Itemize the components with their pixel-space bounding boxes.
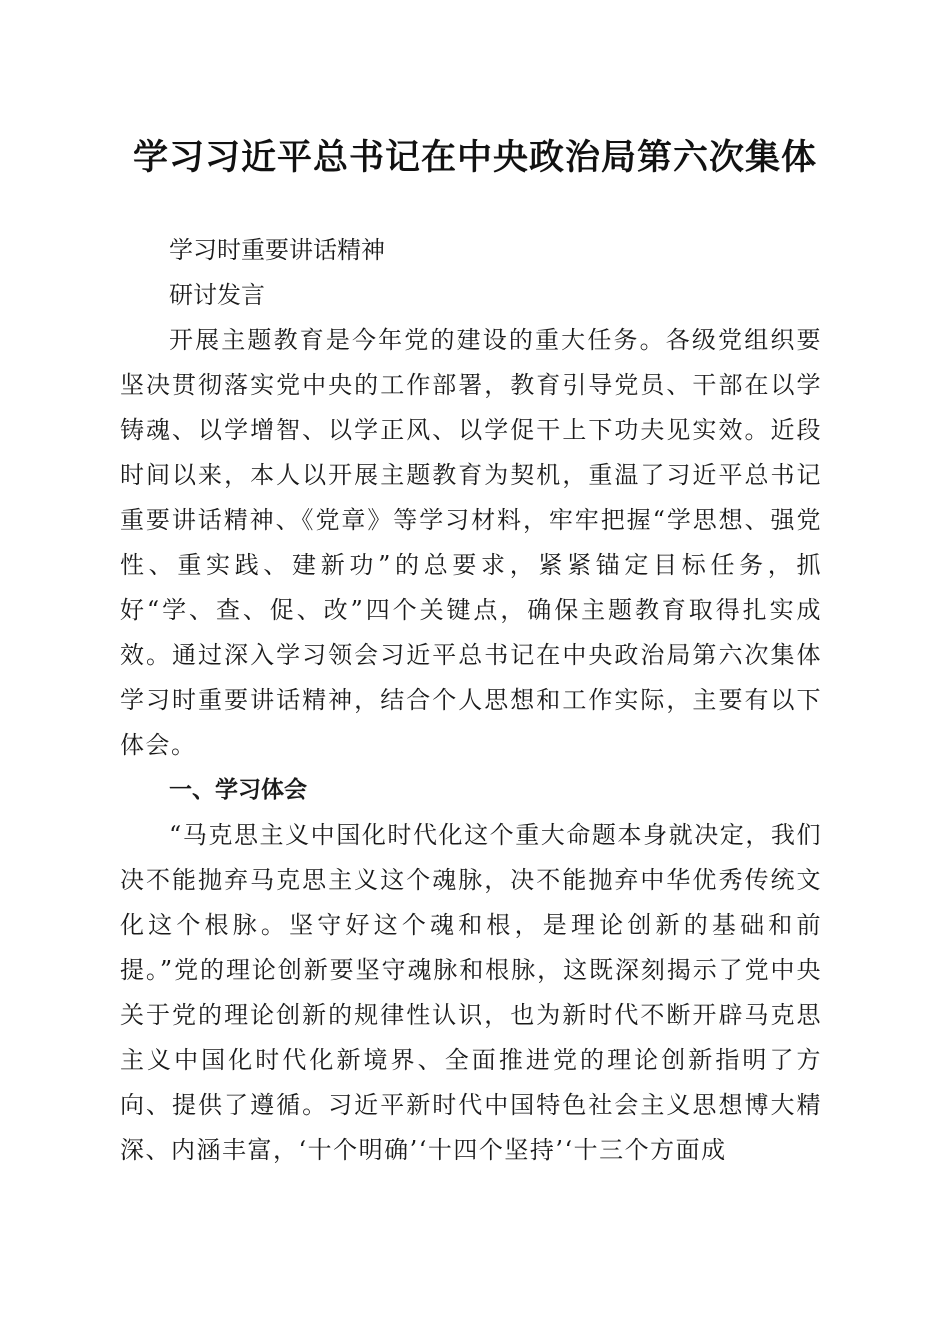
subtitle-line-1: 学习时重要讲话精神 <box>169 236 385 264</box>
section-heading: 一、学习体会 <box>169 777 307 803</box>
subtitle-line-2: 研讨发言 <box>169 281 265 309</box>
section-paragraph: “马克思主义中国化时代化这个重大命题本身就决定，我们决不能抛弃马克思主义这个魂脉，决不能抛弃中华优秀传统文化这个根脉。坚守好这个魂和根，是理论创新的基础和前提。”党的理论创新要坚守魂脉和根脉，这既深刻揭示了党中央关于党的理论创新的规律性认识，也为新时代不断开辟马克思主义中国化时代化新境界、全面推进党的理论创新指明了方向、提供了遵循。习近平新时代中国特色社会主义思想博大精深、内涵丰富，‘十个明确’‘十四个坚持’‘十三个方面成 <box>120 821 822 1164</box>
document-body <box>120 228 822 1173</box>
intro-paragraph: 开展主题教育是今年党的建设的重大任务。各级党组织要坚决贯彻落实党中央的工作部署，教育引导党员、干部在以学铸魂、以学增智、以学正风、以学促干上下功夫见实效。近段时间以来，本人以开展主题教育为契机，重温了习近平总书记重要讲话精神、《党章》等学习材料，牢牢把握“学思想、强党性、重实践、建新功”的总要求，紧紧锚定目标任务，抓好“学、查、促、改”四个关键点，确保主题教育取得扎实成效。通过深入学习领会习近平总书记在中央政治局第六次集体学习时重要讲话精神，结合个人思想和工作实际，主要有以下体会。 <box>120 326 822 759</box>
document-title: 学习习近平总书记在中央政治局第六次集体 <box>132 137 817 178</box>
